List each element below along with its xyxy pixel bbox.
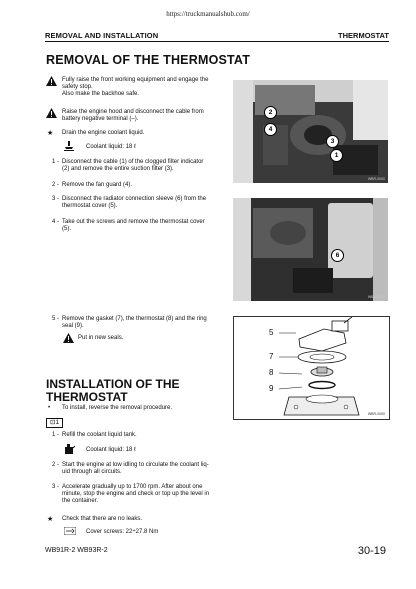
- callout-2: 2: [264, 106, 277, 119]
- warning-icon: [63, 333, 74, 343]
- diagram-code: WBR-0000: [367, 412, 385, 416]
- step-line: Take out the screws and remove the thermostat cover: [62, 219, 205, 225]
- warning-line: Fully raise the front working equipment and engage the: [62, 77, 209, 83]
- thermostat-diagram: [233, 316, 390, 420]
- warning-line: safety stop.: [62, 84, 93, 91]
- step-number: 2 -: [52, 182, 60, 188]
- source-url[interactable]: https://truckmanualshub.com/: [166, 10, 250, 18]
- step-line: Remove the gasket (7), the thermostat (8) and the ring: [62, 316, 207, 322]
- step-number: 1 -: [52, 432, 60, 438]
- reverse-procedure: To install, reverse the removal procedure.: [62, 405, 173, 411]
- star-bullet-icon: ★: [47, 130, 54, 137]
- callout-6: 6: [331, 249, 344, 262]
- step-line: minute, stop the engine and check or top up the level in: [62, 491, 210, 498]
- engine-photo-1-drawing: [233, 80, 388, 183]
- install-step-3: [52, 484, 228, 506]
- step-2: [52, 182, 228, 189]
- model-footer: WB91R-2 WB93R-2: [45, 547, 108, 554]
- warning-line: Raise the engine hood and disconnect the cable from: [62, 109, 204, 115]
- torque-spec: Cover screws: 22÷27.8 Nm: [86, 529, 159, 535]
- step-line: Refill the coolant liquid tank.: [62, 432, 137, 438]
- step-line: Remove the fan guard (4).: [62, 182, 133, 188]
- drain-icon: [64, 141, 74, 151]
- photo-code: WBR-0000: [367, 295, 385, 299]
- diagram-label-5: 5: [269, 328, 274, 337]
- install-step-2: [52, 462, 228, 476]
- check-leaks: Check that there are no leaks.: [62, 516, 143, 522]
- star-bullet-icon: ★: [47, 516, 54, 523]
- install-step-1: [52, 432, 228, 439]
- coolant-can-icon: [64, 444, 75, 454]
- callout-3: 3: [326, 135, 339, 148]
- step-number: 4 -: [52, 219, 60, 225]
- step-1: [52, 159, 228, 173]
- step-line: thermostat cover (5).: [62, 203, 118, 210]
- warning-text-2: [62, 109, 230, 123]
- installation-title-line: INSTALLATION OF THE: [46, 377, 180, 391]
- topic-header: THERMOSTAT: [338, 31, 389, 40]
- warning-icon: [46, 76, 57, 86]
- new-seals-note: Put in new seals.: [78, 335, 124, 341]
- step-4: [52, 219, 228, 233]
- installation-title: [46, 378, 180, 404]
- engine-photo-2: [233, 198, 388, 301]
- thermostat-exploded-drawing: [234, 317, 389, 419]
- diagram-label-7: 7: [269, 352, 274, 361]
- installation-title-line: THERMOSTAT: [46, 390, 128, 404]
- wrench-icon: [64, 527, 76, 535]
- diagram-label-9: 9: [269, 384, 274, 393]
- page-number: 30-19: [357, 545, 386, 557]
- drain-instruction: Drain the engine coolant liquid.: [62, 130, 145, 136]
- warning-line: Also make the backhoe safe.: [62, 91, 140, 98]
- step-line: Disconnect the cable (1) of the clogged filter indicator: [62, 159, 204, 165]
- warning-line: battery negative terminal (–).: [62, 116, 139, 123]
- step-line: (2) and remove the entire suction filter (3).: [62, 166, 174, 173]
- callout-4: 4: [264, 123, 277, 136]
- step-number: 3 -: [52, 484, 60, 490]
- engine-photo-2-drawing: [233, 198, 388, 301]
- install-coolant-amount: Coolant liquid: 18 ℓ: [86, 447, 136, 453]
- removal-title: REMOVAL OF THE THERMOSTAT: [46, 53, 251, 67]
- step-line: (5).: [62, 226, 71, 233]
- header-rule: [45, 41, 389, 42]
- step-line: seal (9).: [62, 323, 84, 330]
- step-line: Start the engine at low idling to circulate the coolant liq-: [62, 462, 209, 468]
- callout-1: 1: [330, 149, 343, 162]
- step-line: the container.: [62, 498, 99, 505]
- warning-text-1: [62, 77, 230, 99]
- diagram-label-8: 8: [269, 368, 274, 377]
- step-line: Disconnect the radiator connection sleeve (6) from the: [62, 196, 207, 202]
- bullet-dot: •: [48, 405, 51, 411]
- coolant-amount: Coolant liquid: 18 ℓ: [86, 144, 136, 150]
- step-line: Accelerate gradually up to 1700 rpm. After about one: [62, 484, 203, 490]
- reference-box: ⊡1: [46, 418, 63, 428]
- step-5: [52, 316, 228, 330]
- step-number: 1 -: [52, 159, 60, 165]
- warning-icon: [46, 108, 57, 118]
- step-number: 2 -: [52, 462, 60, 468]
- step-line: uid through all circuits.: [62, 469, 122, 476]
- step-number: 3 -: [52, 196, 60, 202]
- photo-code: WBR-0000: [367, 177, 385, 181]
- step-3: [52, 196, 228, 210]
- step-number: 5 -: [52, 316, 60, 322]
- engine-photo-1: [233, 80, 388, 183]
- section-header: REMOVAL AND INSTALLATION: [45, 31, 159, 40]
